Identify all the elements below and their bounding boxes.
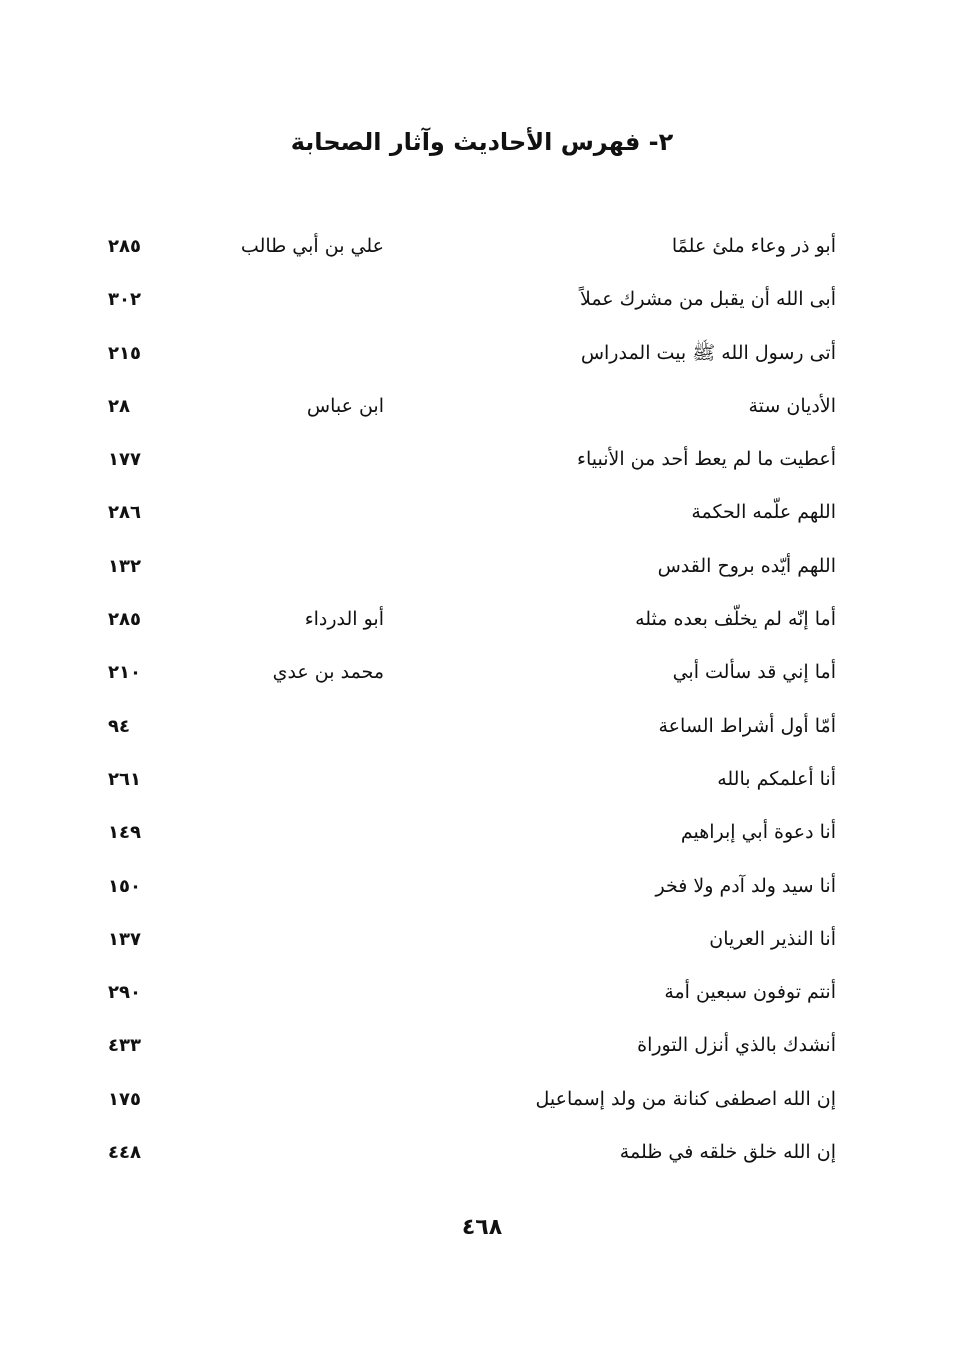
index-row bbox=[0, 273, 964, 326]
narrator-name bbox=[184, 966, 384, 1019]
index-row bbox=[0, 806, 964, 859]
hadith-text: أنا سيد ولد آدم ولا فخر bbox=[655, 874, 836, 897]
index-row bbox=[0, 1126, 964, 1179]
hadith-text: أعطيت ما لم يعط أحد من الأنبياء bbox=[577, 448, 836, 471]
index-row bbox=[0, 700, 964, 753]
hadith-text: أما إني قد سألت أبي bbox=[672, 661, 836, 684]
page-reference: ١٧٥ bbox=[108, 1088, 141, 1110]
index-row bbox=[0, 593, 964, 646]
hadith-text: أنا النذير العريان bbox=[709, 927, 836, 950]
index-row bbox=[0, 486, 964, 539]
index-row bbox=[0, 327, 964, 380]
index-row bbox=[0, 860, 964, 913]
page-reference: ٢٩٠ bbox=[108, 982, 141, 1004]
hadith-text: إن الله اصطفى كنانة من ولد إسماعيل bbox=[535, 1087, 836, 1110]
narrator-name bbox=[184, 1019, 384, 1072]
index-row bbox=[0, 966, 964, 1019]
hadith-text: أنشدك بالذي أنزل التوراة bbox=[637, 1034, 836, 1057]
index-row bbox=[0, 913, 964, 966]
page-reference: ٢٦١ bbox=[108, 768, 141, 790]
page-reference: ١٤٩ bbox=[108, 822, 141, 844]
page-number: ٤٦٨ bbox=[461, 1215, 503, 1240]
narrator-name: علي بن أبي طالب bbox=[240, 235, 384, 257]
narrator-name: محمد بن عدي bbox=[272, 661, 384, 684]
page-reference: ١٣٢ bbox=[108, 555, 141, 577]
index-row bbox=[0, 380, 964, 433]
narrator-name bbox=[184, 433, 384, 486]
narrator-name bbox=[184, 273, 384, 326]
page-reference: ١٥٠ bbox=[108, 875, 141, 897]
hadith-text: الأديان ستة bbox=[748, 394, 836, 417]
page-reference: ٢٨ bbox=[108, 395, 130, 417]
hadith-text: أبو ذر وعاء ملئ علمًا bbox=[671, 235, 836, 257]
page-reference: ١٧٧ bbox=[108, 449, 141, 471]
page-reference: ٢١٥ bbox=[108, 342, 141, 364]
hadith-text: أنا دعوة أبي إبراهيم bbox=[680, 821, 836, 844]
page-reference: ٢٨٥ bbox=[108, 609, 141, 631]
narrator-name bbox=[184, 913, 384, 966]
narrator-name: ابن عباس bbox=[306, 394, 384, 417]
narrator-name bbox=[184, 327, 384, 380]
page-reference: ٣٠٢ bbox=[108, 289, 141, 311]
index-row bbox=[0, 646, 964, 699]
page-reference: ٢٨٥ bbox=[108, 236, 141, 257]
index-row bbox=[0, 220, 964, 273]
narrator-name bbox=[184, 806, 384, 859]
narrator-name: أبو الدرداء bbox=[304, 608, 384, 631]
narrator-name bbox=[184, 540, 384, 593]
hadith-text: أبى الله أن يقبل من مشرك عملاً bbox=[579, 288, 836, 311]
hadith-text: اللهم علّمه الحكمة bbox=[691, 501, 836, 524]
index-row bbox=[0, 1019, 964, 1072]
hadith-text: أنتم توفون سبعين أمة bbox=[664, 981, 836, 1004]
narrator-name bbox=[184, 753, 384, 806]
narrator-name bbox=[184, 486, 384, 539]
page-reference: ٤٣٣ bbox=[108, 1035, 141, 1057]
narrator-name bbox=[184, 1126, 384, 1179]
hadith-text: أما إنّه لم يخلّف بعده مثله bbox=[635, 608, 836, 631]
page-reference: ٩٤ bbox=[108, 715, 130, 737]
hadith-text: اللهم أيّده بروح القدس bbox=[657, 554, 836, 577]
hadith-text: أنا أعلمكم بالله bbox=[717, 767, 836, 790]
page-reference: ٢٨٦ bbox=[108, 502, 141, 524]
index-row bbox=[0, 433, 964, 486]
page-reference: ٢١٠ bbox=[108, 662, 141, 684]
page-reference: ٤٤٨ bbox=[108, 1142, 141, 1164]
page-title: ٢- فهرس الأحاديث وآثار الصحابة bbox=[290, 128, 674, 156]
narrator-name bbox=[184, 700, 384, 753]
hadith-index-list bbox=[0, 220, 964, 1179]
hadith-text: أتى رسول الله ﷺ بيت المدراس bbox=[580, 341, 836, 364]
hadith-text: أمّا أول أشراط الساعة bbox=[658, 714, 836, 737]
index-row bbox=[0, 753, 964, 806]
page-reference: ١٣٧ bbox=[108, 928, 141, 950]
hadith-text: إن الله خلق خلقه في ظلمة bbox=[619, 1141, 836, 1164]
narrator-name bbox=[184, 860, 384, 913]
narrator-name bbox=[184, 1073, 384, 1126]
index-row bbox=[0, 540, 964, 593]
index-row bbox=[0, 1073, 964, 1126]
